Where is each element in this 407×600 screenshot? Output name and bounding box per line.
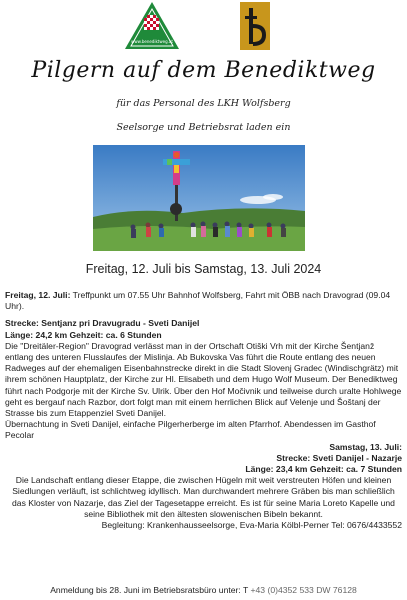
logo-left-text: www.benediktweg.at — [131, 39, 173, 44]
page-title: Pilgern auf dem Benediktweg — [31, 58, 376, 83]
pilgrim-group-photo — [93, 145, 305, 251]
benedikt-b-logo — [240, 2, 270, 50]
event-date: Freitag, 12. Juli bis Samstag, 13. Juli 2024 — [85, 262, 322, 276]
day1-description: Die "Dreitäler-Region" Dravograd verlässt man in der Ortschaft Otiški Vrh mit der Kirche Šentjanž entlang des unteren Flusslaufes der Mislinja. Ab Bukovska Vas führt die Route entlang des neuen Radweges auf der ehemaligen Eisenbahnstrecke direkt in die Stadt Slovenj Gradec (Windischgrätz) mit ihrem schönen Hauptplatz, der Kirche zur Hl. Elisabeth und dem Hugo Wolf Museum. Der Benediktweg führt nach Podgorje mit der Kirche Sv. Ulrik. Über den Hof Močivnik und teilweise durch uralte Hohlwege geht es bergauf nach Razbor, dort folgt man mit einem herrlichen Blick auf Velenje und Šoštanj der Strasse bis zum Etappenziel Sveti Danijel. — [5, 340, 402, 419]
day1-overnight: Übernachtung in Sveti Danijel, einfache Pilgerherberge im alten Pfarrhof. Abendessen im Gasthof Pecolar — [5, 419, 376, 441]
day2-description: Die Landschaft entlang dieser Etappe, die zwischen Hügeln mit weit verstreuten Höfen und kleinen Siedlungen verläuft, ist schlichtweg idyllisch. Man durchwandert mehrere Gräben bis man schließlich das Kloster von Nazarje, das Ziel der Tagesetappe erreicht. Es ist für seine Maria Loreto Kapelle und seine Bibliothek mit den ältesten slowenischen Bibeln bekannt. — [12, 475, 395, 519]
subtitle-staff: für das Personal des LKH Wolfsberg — [116, 98, 291, 109]
day2-escort: Begleitung: Krankenhausseelsorge, Eva-Maria Kölbl-Perner Tel: 0676/4433552 — [101, 520, 402, 531]
day1-length: Länge: 24,2 km Gehzeit: ca. 6 Stunden — [5, 329, 162, 340]
benediktweg-logo — [123, 1, 181, 51]
event-description — [5, 290, 402, 531]
registration-text: Anmeldung bis 28. Juni im Betriebsratsbüro unter: T — [50, 585, 249, 595]
day1-meeting: Treffpunkt um 07.55 Uhr Bahnhof Wolfsberg, Fahrt mit ÖBB nach Dravograd (09.04 Uhr). — [5, 290, 391, 312]
day2-route: Strecke: Sveti Danijel - Nazarje — [276, 452, 402, 463]
day1-label: Freitag, 12. Juli: — [5, 290, 71, 300]
day1-meeting-paragraph — [5, 290, 402, 312]
day2-length: Länge: 23,4 km Gehzeit: ca. 7 Stunden — [245, 464, 402, 475]
subtitle-invitation: Seelsorge und Betriebsrat laden ein — [116, 122, 291, 133]
registration-phone: +43 (0)4352 533 DW 76128 — [250, 585, 357, 595]
day1-route: Strecke: Sentjanz pri Dravugradu - Sveti Danijel — [5, 318, 200, 329]
registration-footer — [0, 585, 407, 595]
day2-label: Samstag, 13. Juli: — [329, 441, 402, 452]
